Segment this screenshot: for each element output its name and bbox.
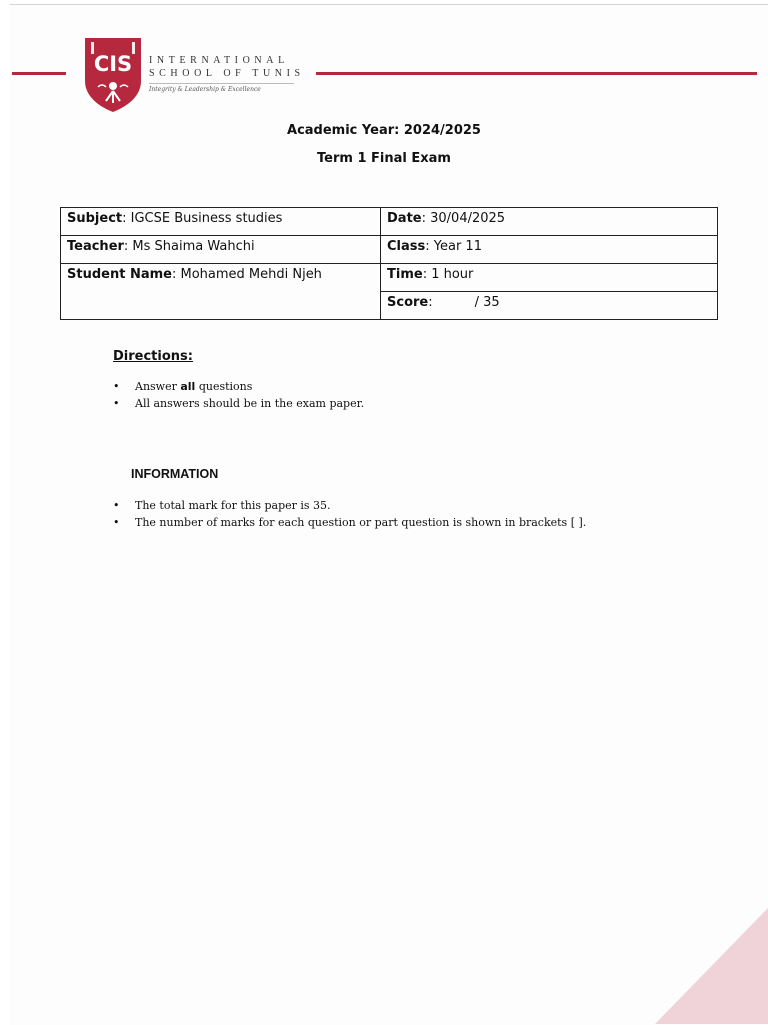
teacher-label: Teacher xyxy=(67,239,124,254)
header-rule-left xyxy=(12,72,66,75)
date-label: Date xyxy=(387,211,422,226)
bullet-icon: • xyxy=(113,380,120,393)
date-cell xyxy=(381,208,718,236)
school-name-line2: SCHOOL OF TUNIS xyxy=(149,68,305,79)
corner-decoration xyxy=(655,908,768,1024)
school-name xyxy=(149,54,309,93)
teacher-value: : Ms Shaima Wahchi xyxy=(123,239,255,254)
directions-item1-bold: all xyxy=(180,380,196,393)
student-name-value: : Mohamed Mehdi Njeh xyxy=(171,267,322,282)
subject-cell xyxy=(61,208,381,236)
school-name-line1: INTERNATIONAL xyxy=(149,55,289,66)
list-item xyxy=(113,395,364,412)
score-label: Score xyxy=(387,295,429,310)
class-label: Class xyxy=(387,239,426,254)
time-label: Time xyxy=(387,267,423,282)
table-row xyxy=(61,264,718,292)
information-list xyxy=(113,497,586,531)
school-crest-icon xyxy=(84,37,142,113)
score-colon: : xyxy=(428,295,433,310)
header-rule-right xyxy=(316,72,757,75)
class-value: : Year 11 xyxy=(425,239,482,254)
directions-list xyxy=(113,378,364,412)
directions-item1-post: questions xyxy=(195,380,253,393)
table-row xyxy=(61,208,718,236)
score-cell xyxy=(381,292,718,320)
subject-value: : IGCSE Business studies xyxy=(122,211,283,226)
bullet-icon: • xyxy=(113,499,120,512)
information-item1: The total mark for this paper is 35. xyxy=(135,499,331,512)
subject-label: Subject xyxy=(67,211,123,226)
bullet-icon: • xyxy=(113,516,120,529)
date-value: : 30/04/2025 xyxy=(421,211,506,226)
exam-title: Term 1 Final Exam xyxy=(317,151,451,166)
class-cell xyxy=(381,236,718,264)
crest-initials: CIS xyxy=(93,52,133,76)
directions-item1-pre: Answer xyxy=(135,380,181,393)
academic-year: Academic Year: 2024/2025 xyxy=(287,123,481,138)
directions-item2: All answers should be in the exam paper. xyxy=(135,397,365,410)
student-name-label: Student Name xyxy=(67,267,172,282)
list-item xyxy=(113,378,364,395)
score-value: / 35 xyxy=(474,295,500,310)
school-motto: Integrity & Leadership & Excellence xyxy=(149,83,294,93)
table-row xyxy=(61,236,718,264)
list-item xyxy=(113,514,586,531)
student-name-cell xyxy=(61,264,381,320)
teacher-cell xyxy=(61,236,381,264)
time-cell xyxy=(381,264,718,292)
information-title: INFORMATION xyxy=(131,467,219,481)
information-item2: The number of marks for each question or part question is shown in brackets [ ]. xyxy=(135,516,587,529)
bullet-icon: • xyxy=(113,397,120,410)
time-value: : 1 hour xyxy=(422,267,474,282)
list-item xyxy=(113,497,586,514)
directions-title: Directions: xyxy=(113,349,193,364)
exam-info-table xyxy=(60,207,718,320)
